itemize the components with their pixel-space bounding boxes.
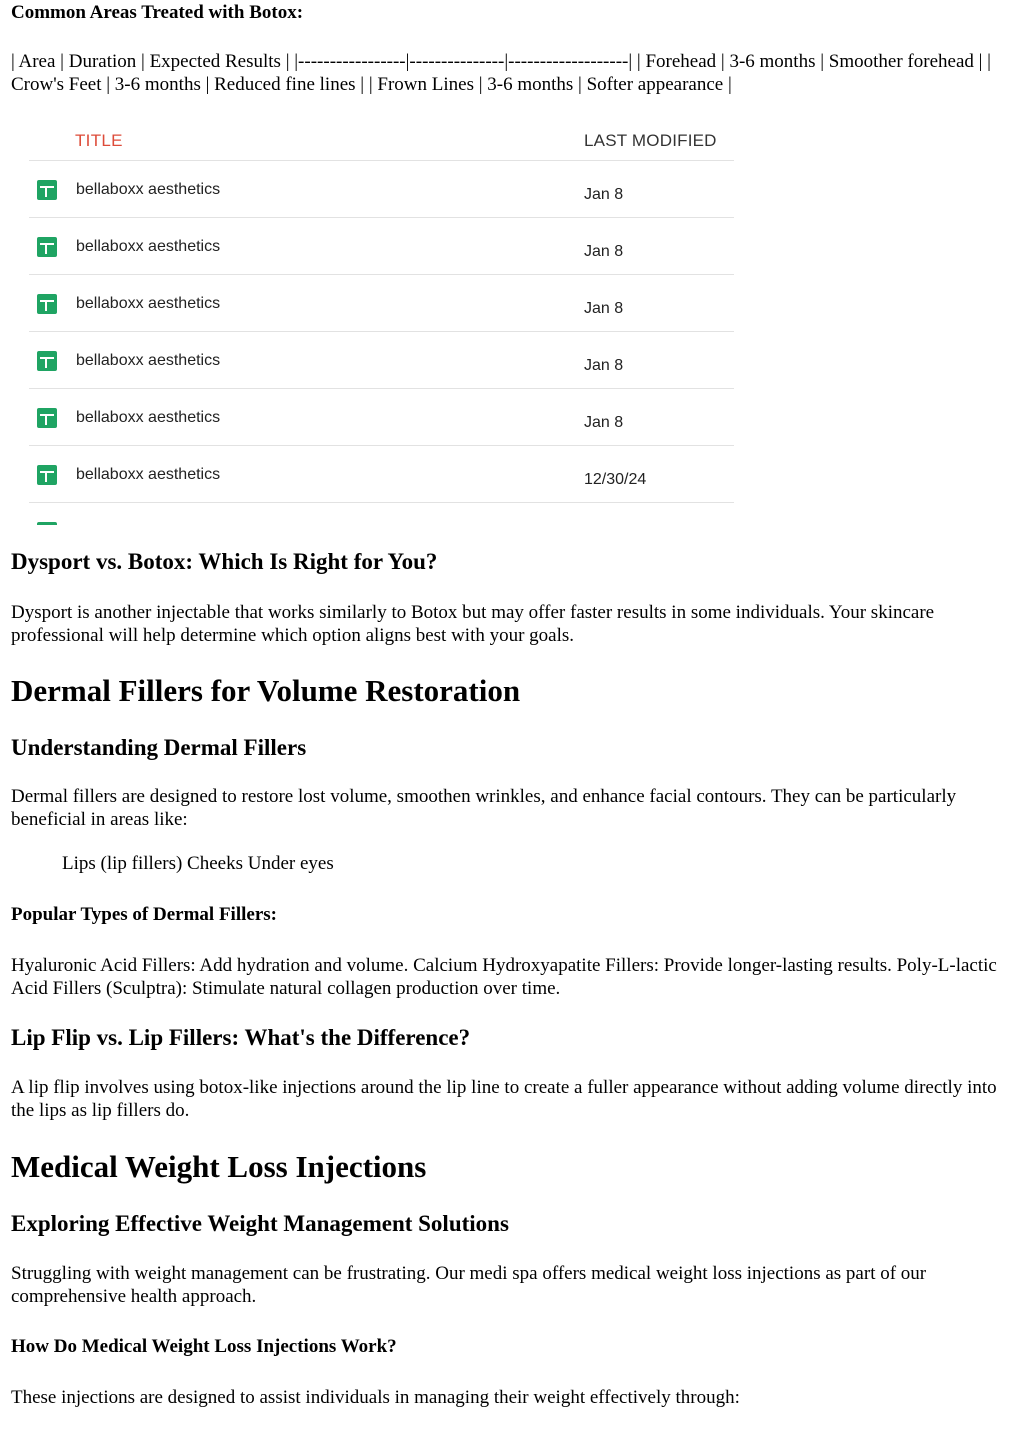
last-modified-column-header[interactable]: LAST MODIFIED <box>584 131 717 150</box>
file-row[interactable] <box>29 218 734 275</box>
file-date: Jan 8 <box>584 357 624 374</box>
file-date: Jan 8 <box>584 300 624 317</box>
lip-flip-heading: Lip Flip vs. Lip Fillers: What's the Difference? <box>11 1025 471 1050</box>
title-column-header[interactable]: TITLE <box>75 131 123 150</box>
fillers-heading: Dermal Fillers for Volume Restoration <box>11 673 521 708</box>
how-injections-paragraph: These injections are designed to assist individuals in managing their weight effectively through: <box>11 1387 740 1408</box>
file-row[interactable] <box>29 275 734 332</box>
file-row[interactable] <box>29 446 734 503</box>
file-row-partial[interactable] <box>29 503 734 523</box>
dysport-paragraph: Dysport is another injectable that works similarly to Botox but may offer faster results in some individuals. Your skincare professional will help determine which option aligns best with your goals. <box>11 602 935 646</box>
google-sheets-icon <box>37 351 57 371</box>
embedded-file-list <box>29 117 734 525</box>
file-date: Jan 8 <box>584 243 624 260</box>
file-date: Jan 8 <box>584 414 624 431</box>
understanding-fillers-paragraph: Dermal fillers are designed to restore lost volume, smoothen wrinkles, and enhance facial contours. They can be particularly beneficial in areas like: <box>11 786 957 830</box>
file-name[interactable]: bellaboxx aesthetics <box>76 295 221 312</box>
file-row[interactable] <box>29 161 734 218</box>
filler-areas-list: Lips (lip fillers) Cheeks Under eyes <box>62 853 334 874</box>
weight-loss-heading: Medical Weight Loss Injections <box>11 1149 427 1184</box>
google-sheets-icon <box>37 408 57 428</box>
filler-types-heading: Popular Types of Dermal Fillers: <box>11 904 277 925</box>
lip-flip-paragraph: A lip flip involves using botox-like injections around the lip line to create a fuller appearance without adding volume directly into the lips as lip fillers do. <box>11 1077 997 1121</box>
file-name[interactable]: bellaboxx aesthetics <box>76 466 221 483</box>
file-name[interactable]: bellaboxx aesthetics <box>76 409 221 426</box>
areas-table-text: | Area | Duration | Expected Results | |-----------------|---------------|-------------------| | Forehead | 3-6 months | Smoother forehead | | Crow's Feet | 3-6 months | Reduced fine lines | | Frown Lines | 3-6 months | Softer appearance | <box>11 51 991 95</box>
file-row[interactable] <box>29 389 734 446</box>
file-name[interactable]: bellaboxx aesthetics <box>76 352 221 369</box>
file-date: Jan 8 <box>584 186 624 203</box>
how-injections-work-heading: How Do Medical Weight Loss Injections Work? <box>11 1336 397 1357</box>
exploring-heading: Exploring Effective Weight Management Solutions <box>11 1211 509 1236</box>
google-sheets-icon <box>37 522 57 525</box>
file-list-header <box>29 117 734 161</box>
google-sheets-icon <box>37 465 57 485</box>
google-sheets-icon <box>37 237 57 257</box>
exploring-paragraph: Struggling with weight management can be frustrating. Our medi spa offers medical weight loss injections as part of our comprehensive health approach. <box>11 1263 927 1307</box>
google-sheets-icon <box>37 180 57 200</box>
dysport-heading: Dysport vs. Botox: Which Is Right for You? <box>11 549 438 574</box>
file-name[interactable]: bellaboxx aesthetics <box>76 181 221 198</box>
common-areas-heading: Common Areas Treated with Botox: <box>11 2 304 23</box>
understanding-fillers-heading: Understanding Dermal Fillers <box>11 735 307 760</box>
file-name[interactable]: bellaboxx aesthetics <box>76 238 221 255</box>
filler-types-paragraph: Hyaluronic Acid Fillers: Add hydration and volume. Calcium Hydroxyapatite Fillers: Provide longer-lasting results. Poly-L-lactic Acid Fillers (Sculptra): Stimulate natural collagen production over time. <box>11 955 997 999</box>
file-row[interactable] <box>29 332 734 389</box>
file-date: 12/30/24 <box>584 471 647 488</box>
google-sheets-icon <box>37 294 57 314</box>
